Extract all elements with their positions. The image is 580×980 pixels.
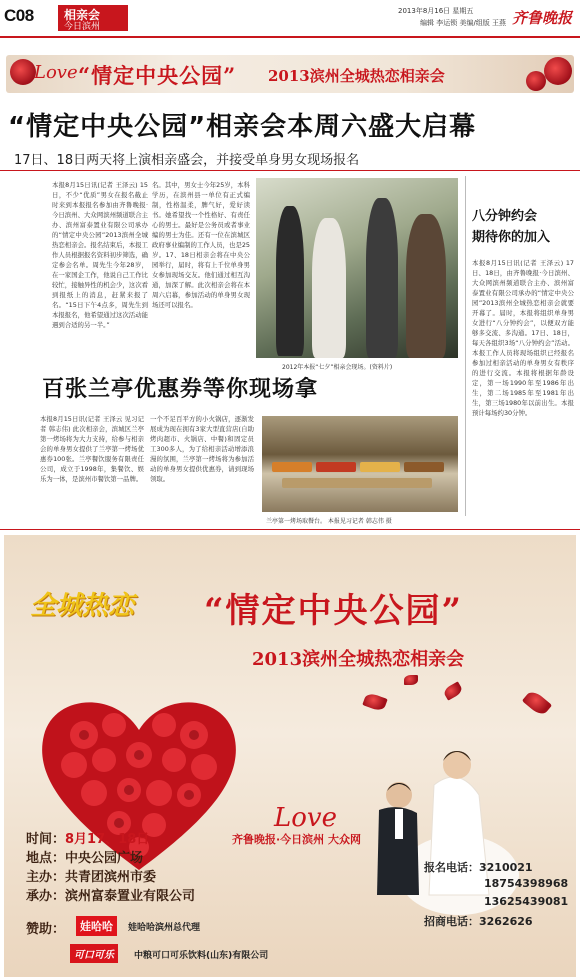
banner-title: “情定中央公园” — [78, 63, 237, 88]
wahaha-logo: 娃哈哈 — [76, 916, 117, 936]
ad-place: 地点：中央公园广场 — [26, 851, 144, 866]
divider — [0, 170, 580, 171]
buffet-photo — [262, 416, 458, 512]
rose-icon — [544, 57, 572, 85]
ad-title: “情定中央公园” — [204, 591, 464, 631]
column-divider — [465, 176, 466, 516]
ad-subtitle: 2013滨州全城热恋相亲会 — [252, 649, 465, 670]
article-column-2: 名。其中，男女士今年25岁，本科学历，在滨州县一单位有正式编制，性格温柔，脾气好，爱好读书。她希望找一个性格好、有责任心的男士。最好是公务员或者事业编的男士为佳。还有一位在滨城区政府事业编制的工作人员，也是25岁。17、18日相亲会将在中央公园举行，届时，将有上千位单身男女参加现场交友。他们通过相互沟通，加深了解。此次相亲会将在本周六启幕，参加活动的单身男女现场还可以报名。 — [152, 181, 250, 309]
ad-time: 时间：8月17、18日 — [26, 832, 150, 847]
signup-phone-2: 18754398968 — [484, 877, 569, 890]
divider — [0, 529, 580, 530]
coca-cola-bottler: 中粮可口可乐饮料(山东)有限公司 — [134, 951, 269, 961]
banner-love: Love — [34, 62, 78, 83]
side-headline — [472, 206, 550, 248]
photo1-caption: 2012年本报“七夕”相亲会现场。(资料片) — [282, 364, 393, 371]
issue-date: 2013年8月16日 星期五 — [398, 7, 474, 15]
banner-subtitle: 2013滨州全城热恋相亲会 — [268, 67, 445, 85]
section-subtitle: 今日滨州 — [64, 22, 101, 32]
side-headline-line1: 八分钟约会 — [472, 209, 538, 224]
ad-sponsor-label: 赞助： — [26, 922, 66, 937]
signup-phone-3: 13625439081 — [484, 895, 569, 908]
main-deck: 17日、18日两天将上演相亲盛会，并接受单身男女现场报名 — [14, 153, 360, 168]
secondary-headline: 百张兰亭优惠券等你现场拿 — [42, 377, 319, 402]
section-badge — [58, 5, 128, 31]
article-column-3: 本报8月15日讯(记者 王泽云 见习记者 韩志伟) 此次相亲会，滨城区兰亭第一烤场将为大力支持，给参与相亲会的单身男女提供了兰亭第一烤场优惠券100张。兰亭餐饮服务有限责任公司，成立于1998年，集餐饮、娱乐为一体，是滨州市餐饮第一品牌。 — [40, 415, 144, 483]
side-headline-line2: 期待你的加入 — [472, 230, 551, 245]
ad-organizer: 承办：滨州富泰置业有限公司 — [26, 889, 196, 904]
article-column-1: 本报8月15日讯(记者 王泽云) 15日，不少“优质”男女在报名截止时来到本报报名参加由齐鲁晚报·今日滨州、大众网滨州频道联合主办、滨州富泰置业有限公司承办的“情定中央公园”2013滨州全城热恋相亲会。报名结束后，本报工作人员根据报名资料初步筛选，确定参会名单。周先生今年28岁，在一家国企工作，他说自己工作比较忙，接触异性的机会少，这次看到报纸上的消息，赶紧来报了名。“15日下午4点多，周先生到本报报名，他希望通过这次活动能遇到合适的另一半。” — [52, 181, 148, 329]
rose-icon — [526, 71, 546, 91]
coca-cola-logo: 可口可乐 — [70, 944, 118, 963]
main-headline: “情定中央公园”相亲会本周六盛大启幕 — [8, 112, 477, 142]
article-column-4: 一个不足百平方的小火锅店，逐渐发展成为现在拥有3家大型直营店(自助烤肉超市、火锅店、中餐)和固定员工300多人，为了给相亲活动增添浪漫的氛围，兰亭第一烤场将为参加活动的单身男女提供优惠券，请到现场领取。 — [150, 415, 254, 483]
event-advertisement — [4, 535, 576, 977]
editor-credits: 编辑 李运锁 美编/组版 王燕 — [420, 19, 507, 27]
media-partner-logos: 齐鲁晚报·今日滨州 大众网 — [232, 833, 362, 846]
event-photo-2012 — [256, 178, 458, 358]
event-banner — [6, 55, 574, 93]
rose-icon — [10, 59, 36, 85]
signup-phone: 报名电话：3210021 — [424, 861, 533, 874]
masthead-logo: 齐鲁晚报 — [512, 9, 573, 27]
wahaha-distributor: 娃哈哈滨州总代理 — [128, 923, 201, 933]
side-article-body: 本报8月15日讯(记者 王泽云) 17日、18日，由齐鲁晚报·今日滨州、大众网滨州频道联合主办、滨州富泰置业有限公司承办的“情定中央公园”2013滨州全城热恋相亲会就要开幕了。届时，本报将组织单身男女进行“八分钟约会”，以便双方能够多交流、多沟通。17日、18日，每天各组织3场“八分钟约会”活动。本报工作人员将现场组织已经报名参加过相亲活动的单身男女有秩序的进行交流。本报将根据年龄设定，第一场1990年至1986年出生，第二场1985年至1981年出生，第三场1980年以前出生。本报预计每场约30分钟。 — [472, 259, 574, 417]
ad-host: 主办：共青团滨州市委 — [26, 870, 157, 885]
business-phone: 招商电话：3262626 — [424, 915, 533, 928]
ad-slogan: 全城热恋 — [30, 591, 135, 621]
photo2-caption: 兰亭第一烤场取餐台。 本报见习记者 韩志伟 摄 — [266, 518, 392, 525]
page-number: C08 — [4, 6, 34, 25]
ad-love-script: Love — [274, 803, 337, 833]
section-title: 相亲会 — [64, 8, 101, 22]
